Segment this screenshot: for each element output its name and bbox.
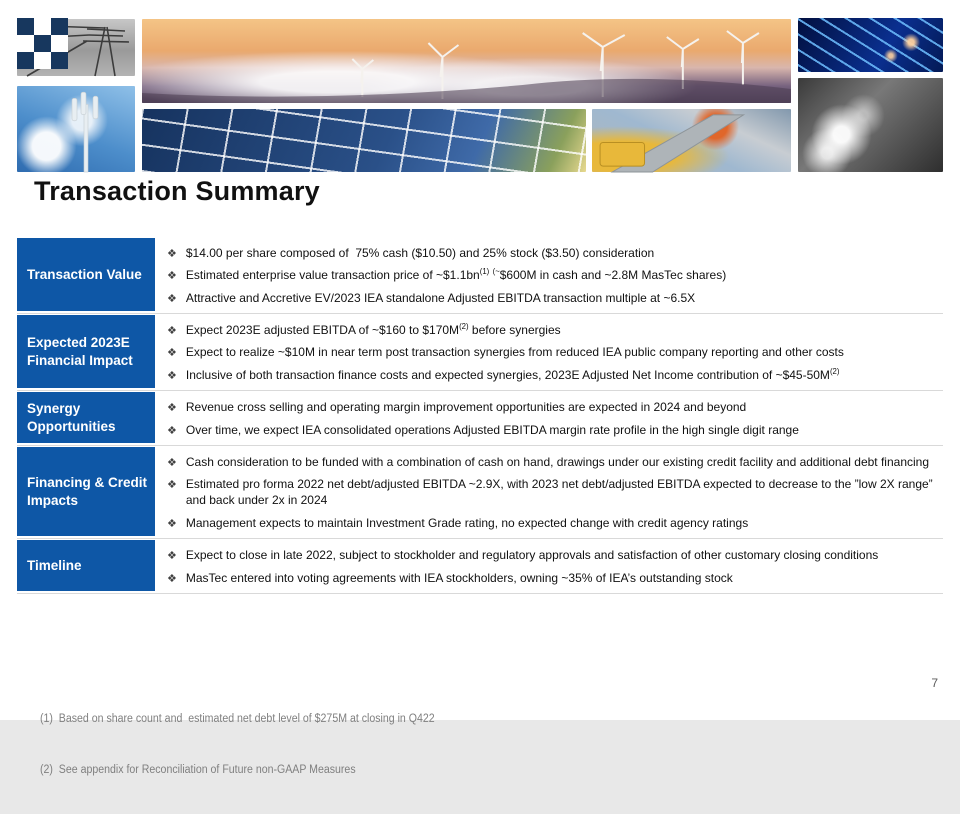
- footnotes: [40, 676, 435, 814]
- construction-worker-photo: [592, 109, 791, 172]
- bullet-item: [167, 515, 939, 531]
- bullet-text: MasTec entered into voting agreements with IEA stockholders, owning ~35% of IEA’s outstanding stock: [185, 570, 733, 585]
- crane-beam-graphic: [592, 109, 791, 172]
- bullet-item: [167, 422, 939, 438]
- row-header: Timeline: [17, 540, 155, 591]
- row-header: Transaction Value: [17, 238, 155, 311]
- table-row: [17, 446, 943, 539]
- cell-tower-graphic: [17, 86, 135, 172]
- diamond-bullet-icon: ❖: [167, 517, 177, 530]
- bullet-item: [167, 399, 939, 415]
- row-content: [157, 539, 943, 593]
- table-row: [17, 314, 943, 391]
- bullet-text: Estimated enterprise value transaction price of $\sim\$1.1bn^{(1)}$ (~$600M in cash and ~2.8M MasTec shares): [185, 267, 727, 283]
- diamond-bullet-icon: ❖: [167, 347, 177, 360]
- table-row: [17, 391, 943, 446]
- bullet-text: Expect to close in late 2022, subject to stockholder and regulatory approvals and satisfaction of other customary closing conditions: [185, 547, 879, 562]
- table-row: [17, 539, 943, 594]
- bullet-item: [167, 344, 939, 360]
- checker-dark-square: [51, 18, 68, 35]
- checker-dark-square: [17, 18, 34, 35]
- welding-photo: [798, 78, 943, 172]
- photo-banner: [17, 14, 943, 172]
- bullet-text: Estimated pro forma 2022 net debt/adjusted EBITDA ~2.9X, with 2023 net debt/adjusted EBITDA expected to decrease to the ”low 2X range” and back under 2x in 2024: [185, 477, 937, 508]
- wind-turbines-graphic: [142, 19, 791, 103]
- bullet-item: [167, 245, 939, 261]
- bullet-item: [167, 290, 939, 306]
- bullet-item: [167, 322, 939, 338]
- bullet-item: [167, 267, 939, 283]
- bullet-item: [167, 367, 939, 383]
- diamond-bullet-icon: ❖: [167, 456, 177, 469]
- bullet-text: $14.00 per share composed of 75% cash ($10.50) and 25% stock ($3.50) consideration: [185, 245, 655, 260]
- diamond-bullet-icon: ❖: [167, 572, 177, 585]
- diamond-bullet-icon: ❖: [167, 424, 177, 437]
- row-content: [157, 446, 943, 538]
- checker-dark-square: [17, 52, 34, 69]
- banner-center-bottom-row: [142, 109, 791, 172]
- diamond-bullet-icon: ❖: [167, 479, 177, 492]
- diamond-bullet-icon: ❖: [167, 270, 177, 283]
- footnote-1: (1) Based on share count and estimated net debt level of $275M at closing in Q422: [40, 712, 435, 725]
- bullet-text: Cash consideration to be funded with a combination of cash on hand, drawings under our existing credit facility and additional debt financing: [185, 454, 930, 469]
- row-header: Synergy Opportunities: [17, 392, 155, 443]
- bullet-text: Attractive and Accretive EV/2023 IEA standalone Adjusted EBITDA transaction multiple at ~6.5X: [185, 290, 696, 305]
- checker-light-square: [51, 35, 68, 52]
- bullet-text: Inclusive of both transaction finance costs and expected synergies, 2023E Adjusted Net Income contribution of $\sim\$45-50M^{(2)}$: [185, 366, 840, 382]
- page-title: Transaction Summary: [34, 176, 320, 206]
- bullet-text: Revenue cross selling and operating margin improvement opportunities are expected in 2024 and beyond: [185, 399, 747, 414]
- bullet-item: [167, 476, 939, 508]
- banner-right-column: [798, 14, 943, 172]
- diamond-bullet-icon: ❖: [167, 401, 177, 414]
- diamond-bullet-icon: ❖: [167, 292, 177, 305]
- bullet-text: Expect to realize ~$10M in near term post transaction synergies from reduced IEA public company reporting and other costs: [185, 345, 844, 360]
- row-header: Expected 2023E Financial Impact: [17, 315, 155, 388]
- checker-dark-square: [34, 35, 51, 52]
- banner-center-column: [142, 14, 791, 172]
- bullet-item: [167, 547, 939, 563]
- cell-tower-photo: [17, 86, 135, 172]
- fiber-optics-photo: [798, 18, 943, 72]
- bullet-text: Expect 2023E adjusted EBITDA of ~$160 to $\$170M^{(2)}$ before synergies: [185, 321, 561, 337]
- row-content: [157, 237, 943, 313]
- diamond-bullet-icon: ❖: [167, 247, 177, 260]
- bullet-item: [167, 570, 939, 586]
- solar-panels-photo: [142, 109, 586, 172]
- row-header: Financing & Credit Impacts: [17, 447, 155, 536]
- checker-logo: [17, 18, 68, 69]
- checker-light-square: [17, 35, 34, 52]
- diamond-bullet-icon: ❖: [167, 549, 177, 562]
- footnote-2: (2) See appendix for Reconciliation of Future non-GAAP Measures: [40, 764, 356, 777]
- checker-light-square: [34, 18, 51, 35]
- transaction-table: [17, 237, 943, 594]
- row-content: [157, 391, 943, 445]
- page-number: 7: [931, 676, 938, 690]
- diamond-bullet-icon: ❖: [167, 369, 177, 382]
- wind-turbines-photo: [142, 19, 791, 103]
- table-row: [17, 237, 943, 314]
- checker-light-square: [34, 52, 51, 69]
- bullet-text: Management expects to maintain Investment Grade rating, no expected change with credit agency ratings: [185, 515, 749, 530]
- checker-dark-square: [51, 52, 68, 69]
- row-content: [157, 314, 943, 390]
- bullet-item: [167, 454, 939, 470]
- diamond-bullet-icon: ❖: [167, 324, 177, 337]
- bullet-text: Over time, we expect IEA consolidated operations Adjusted EBITDA margin rate profile in the high single digit range: [185, 422, 799, 437]
